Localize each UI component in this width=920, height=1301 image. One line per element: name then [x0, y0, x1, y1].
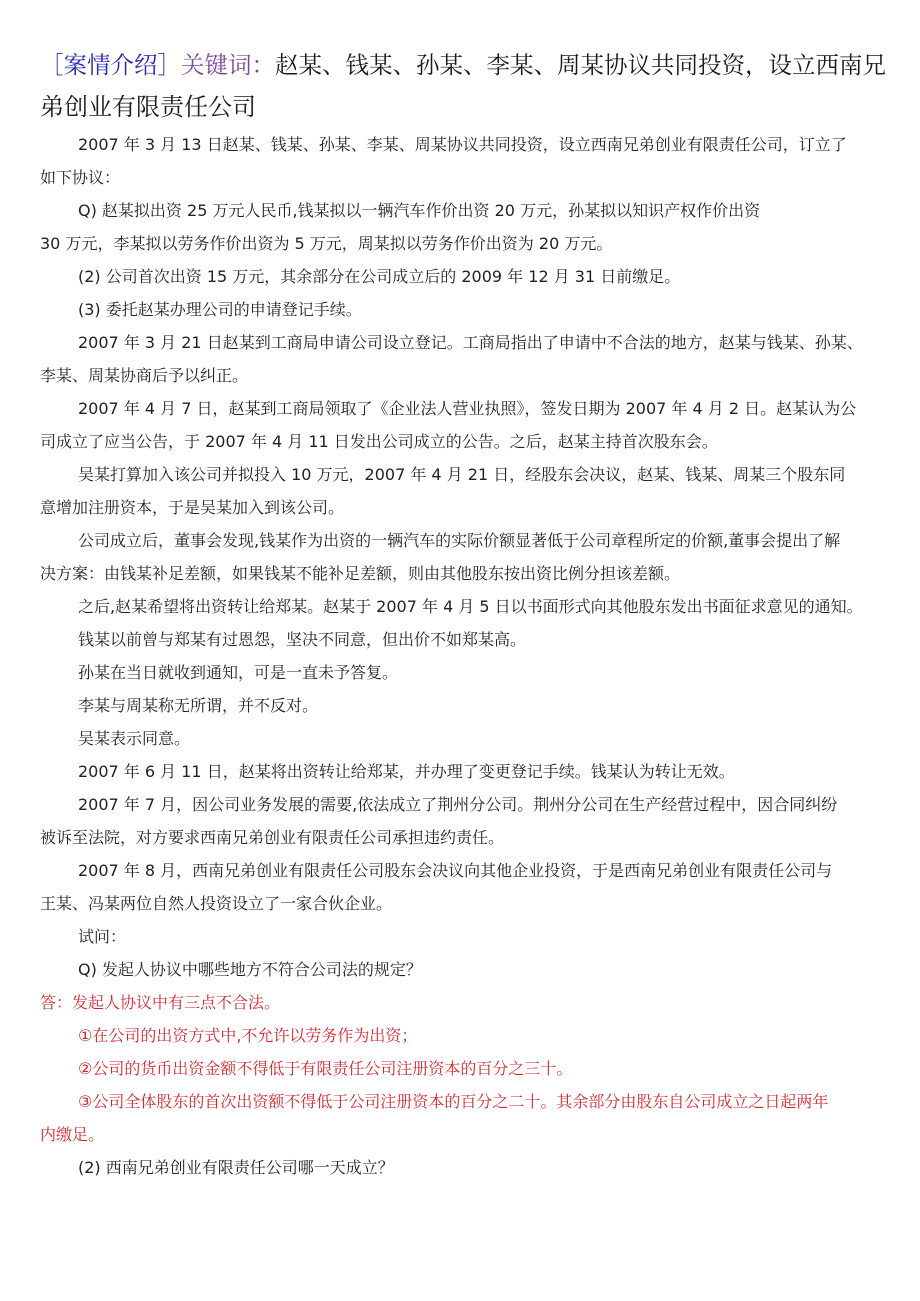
text-line: 意增加注册资本，于是吴某加入到该公司。: [40, 498, 345, 517]
text-line: 决方案：由钱某补足差额，如果钱某不能补足差额，则由其他股东按出资比例分担该差额。: [40, 564, 681, 583]
answer-point-3: ③公司全体股东的首次出资额不得低于公司注册资本的百分之二十。其余部分由股东自公司成立之日起两年: [78, 1092, 829, 1111]
text-line: 之后,赵某希望将出资转让给郑某。赵某于 2007 年 4 月 5 日以书面形式向其他股东发出书面征求意见的通知。: [78, 597, 863, 616]
text-line: 公司成立后，董事会发现,钱某作为出资的一辆汽车的实际价额显著低于公司章程所定的价额,董事会提出了解: [78, 531, 841, 550]
case-intro-label: ［案情介绍］: [40, 51, 181, 79]
text-line: 孙某在当日就收到通知，可是一直未予答复。: [78, 663, 399, 682]
keyword-label: 关键词：: [181, 51, 275, 79]
text-line: 2007 年 6 月 11 日，赵某将出资转让给郑某，并办理了变更登记手续。钱某认为转让无效。: [78, 762, 735, 781]
answer-point-2: ②公司的货币出资金额不得低于有限责任公司注册资本的百分之三十。: [78, 1059, 573, 1078]
question-heading: 试问：: [78, 927, 127, 946]
text-line: 2007 年 3 月 13 日赵某、钱某、孙某、李某、周某协议共同投资，设立西南兄弟创业有限责任公司，订立了: [78, 135, 847, 154]
case-title: [40, 44, 890, 128]
text-line: 被诉至法院，对方要求西南兄弟创业有限责任公司承担违约责任。: [40, 828, 505, 847]
text-line: 2007 年 8 月，西南兄弟创业有限责任公司股东会决议向其他企业投资，于是西南兄弟创业有限责任公司与: [78, 861, 833, 880]
text-line: 如下协议：: [40, 168, 121, 187]
text-line: (3) 委托赵某办理公司的申请登记手续。: [78, 300, 362, 319]
text-line: 吴某打算加入该公司并拟投入 10 万元，2007 年 4 月 21 日，经股东会决议，赵某、钱某、周某三个股东同: [78, 465, 846, 484]
question-2: (2) 西南兄弟创业有限责任公司哪一天成立？: [78, 1158, 394, 1177]
text-line: 钱某以前曾与郑某有过恩怨，坚决不同意，但出价不如郑某高。: [78, 630, 527, 649]
text-line: 2007 年 3 月 21 日赵某到工商局申请公司设立登记。工商局指出了申请中不合法的地方，赵某与钱某、孙某、: [78, 333, 863, 352]
text-line: 2007 年 7 月，因公司业务发展的需要,依法成立了荆州分公司。荆州分公司在生产经营过程中，因合同纠纷: [78, 795, 838, 814]
text-line: 王某、冯某两位自然人投资设立了一家合伙企业。: [40, 894, 393, 913]
answer-point-1: ①在公司的出资方式中,不允许以劳务作为出资；: [78, 1026, 418, 1045]
text-line: Q) 赵某拟出资 25 万元人民币,钱某拟以一辆汽车作价出资 20 万元，孙某拟以知识产权作价出资: [78, 201, 761, 220]
keyword-text-2: 弟创业有限责任公司: [40, 93, 256, 121]
keyword-text-1: 赵某、钱某、孙某、李某、周某协议共同投资，设立西南兄: [275, 51, 886, 79]
text-line: 司成立了应当公告，于 2007 年 4 月 11 日发出公司成立的公告。之后，赵某主持首次股东会。: [40, 432, 718, 451]
text-line: 李某、周某协商后予以纠正。: [40, 366, 249, 385]
text-line: 30 万元，李某拟以劳务作价出资为 5 万元，周某拟以劳务作价出资为 20 万元。: [40, 234, 613, 253]
answer-point-3-cont: 内缴足。: [40, 1125, 105, 1144]
text-line: 2007 年 4 月 7 日，赵某到工商局领取了《企业法人营业执照》，签发日期为 2007 年 4 月 2 日。赵某认为公: [78, 399, 857, 418]
answer-1: 答：发起人协议中有三点不合法。: [40, 993, 281, 1012]
text-line: 李某与周某称无所谓，并不反对。: [78, 696, 319, 715]
text-line: (2) 公司首次出资 15 万元，其余部分在公司成立后的 2009 年 12 月 31 日前缴足。: [78, 267, 681, 286]
question-1: Q) 发起人协议中哪些地方不符合公司法的规定？: [78, 960, 422, 979]
text-line: 吴某表示同意。: [78, 729, 191, 748]
case-title-line-1: [40, 44, 890, 86]
